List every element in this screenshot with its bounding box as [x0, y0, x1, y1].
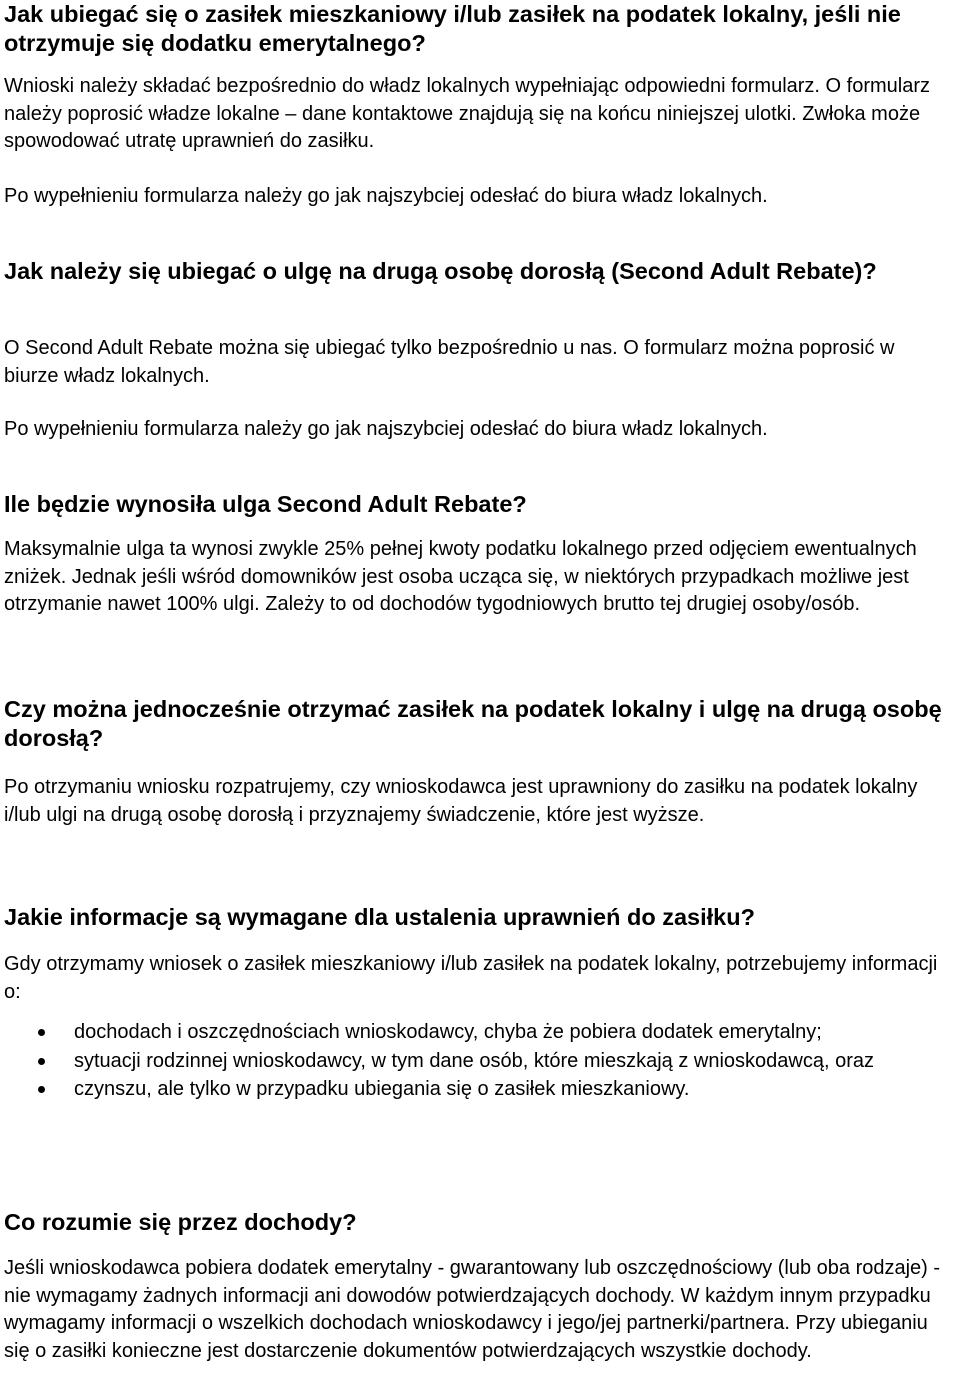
paragraph-rebate-amount: Maksymalnie ulga ta wynosi zwykle 25% pełnej kwoty podatku lokalnego przed odjęciem ewentualnych zniżek. Jednak jeśli wśród domowników jest osoba ucząca się, w niektórych przypadkach możliwe jest otrzymanie nawet 100% ulgi. Zależy to od dochodów tygodniowych brutto tej drugiej osoby/osób.	[4, 538, 917, 615]
paragraph-apply-directly: Wnioski należy składać bezpośrednio do władz lokalnych wypełniając odpowiedni formularz. O formularz należy poprosić władze lokalne – dane kontaktowe znajdują się na końcu niniejszej ulotki. Zwłoka może spowodować utratę uprawnień do zasiłku.	[4, 75, 930, 152]
section-heading-second-adult-rebate-application: Jak należy się ubiegać o ulgę na drugą osobę dorosłą (Second Adult Rebate)?	[4, 258, 877, 284]
paragraph-both-benefits: Po otrzymaniu wniosku rozpatrujemy, czy wnioskodawca jest uprawniony do zasiłku na podatek lokalny i/lub ulgi na drugą osobę dorosłą i przyznajemy świadczenie, które jest wyższe.	[4, 776, 918, 826]
section-heading-rebate-amount: Ile będzie wynosiła ulga Second Adult Rebate?	[4, 491, 527, 517]
paragraph-required-information: Gdy otrzymamy wniosek o zasiłek mieszkaniowy i/lub zasiłek na podatek lokalny, potrzebujemy informacji o:	[4, 953, 938, 1003]
list-item-text: dochodach i oszczędnościach wnioskodawcy, chyba że pobiera dodatek emerytalny;	[74, 1021, 822, 1043]
list-item	[4, 1048, 954, 1076]
list-item	[4, 1076, 954, 1104]
section-heading-housing-benefit-application: Jak ubiegać się o zasiłek mieszkaniowy i/lub zasiłek na podatek lokalny, jeśli nie otrzymuje się dodatku emerytalnego?	[4, 1, 901, 56]
bullet-icon	[38, 1029, 45, 1036]
bullet-icon	[38, 1058, 45, 1065]
paragraph-income-definition: Jeśli wnioskodawca pobiera dodatek emerytalny - gwarantowany lub oszczędnościowy (lub oba rodzaje) - nie wymagamy żadnych informacji ani dowodów potwierdzających dochody. W każdym innym przypadku wymagamy informacji o wszelkich dochodach wnioskodawcy i jego/jej partnerki/partnera. Przy ubieganiu się o zasiłki konieczne jest dostarczenie dokumentów potwierdzających wszystkie dochody.	[4, 1257, 941, 1362]
section-heading-income-definition: Co rozumie się przez dochody?	[4, 1209, 357, 1235]
bullet-icon	[38, 1086, 45, 1093]
required-information-list	[4, 1019, 954, 1104]
section-heading-required-information: Jakie informacje są wymagane dla ustalenia uprawnień do zasiłku?	[4, 904, 755, 930]
list-item-text: sytuacji rodzinnej wnioskodawcy, w tym dane osób, które mieszkają z wnioskodawcą, oraz	[74, 1049, 874, 1072]
list-item	[4, 1019, 954, 1047]
paragraph-rebate-send-form: Po wypełnieniu formularza należy go jak najszybciej odesłać do biura władz lokalnych.	[4, 418, 768, 440]
section-heading-both-benefits: Czy można jednocześnie otrzymać zasiłek na podatek lokalny i ulgę na drugą osobę dorosłą?	[4, 696, 942, 751]
list-item-text: czynszu, ale tylko w przypadku ubiegania się o zasiłek mieszkaniowy.	[74, 1078, 690, 1100]
paragraph-rebate-apply: O Second Adult Rebate można się ubiegać tylko bezpośrednio u nas. O formularz można poprosić w biurze władz lokalnych.	[4, 337, 895, 387]
paragraph-send-form: Po wypełnieniu formularza należy go jak najszybciej odesłać do biura władz lokalnych.	[4, 185, 768, 207]
